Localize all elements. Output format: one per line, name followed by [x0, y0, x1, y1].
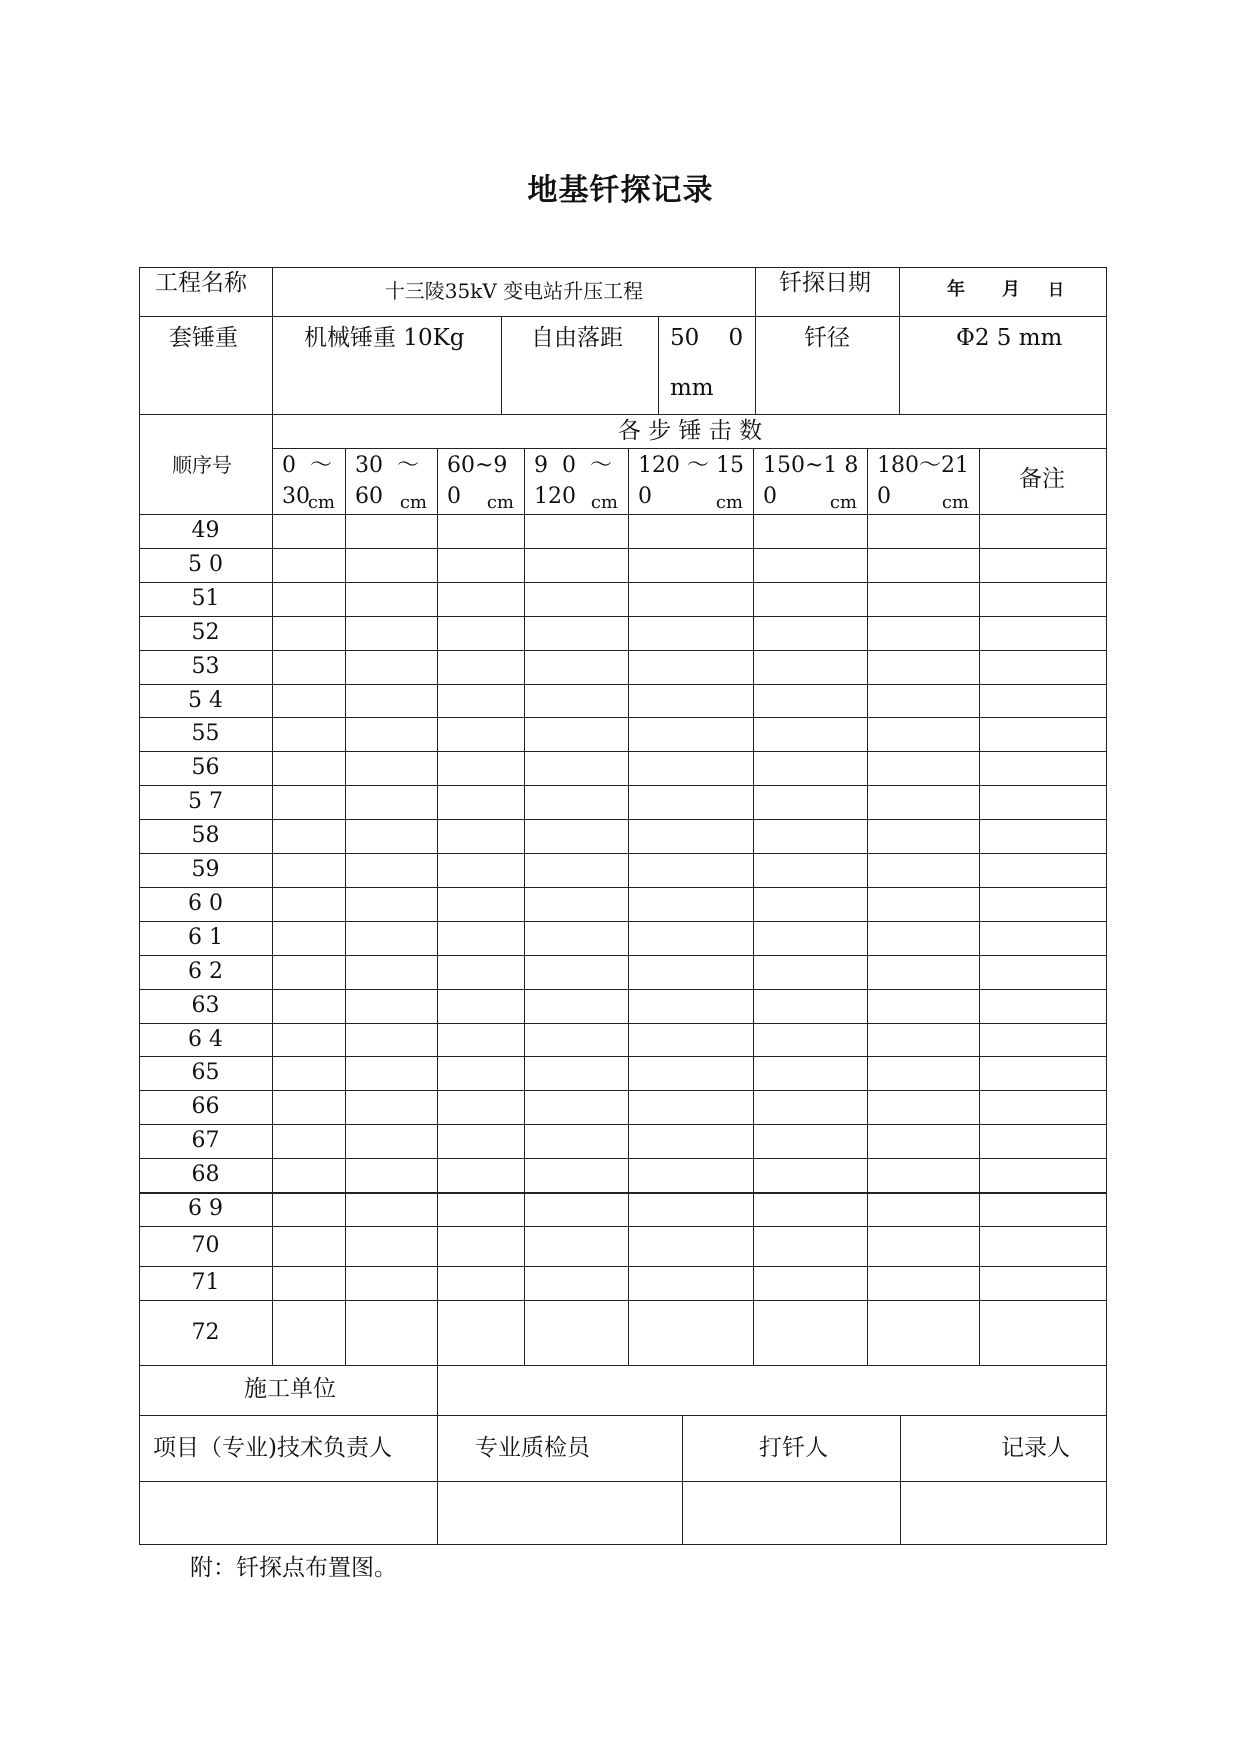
sequence-number: 6 0 — [188, 890, 223, 916]
sequence-number: 67 — [191, 1128, 220, 1154]
table-border-top — [139, 267, 1107, 268]
rule-footer-2 — [139, 1481, 1107, 1482]
project-name-label: 工程名称 — [155, 270, 247, 296]
rule-grid-bottom — [139, 1365, 1107, 1366]
rule-v-datevalue — [899, 267, 900, 414]
driller-label: 打钎人 — [759, 1435, 828, 1461]
sequence-number: 56 — [191, 755, 220, 781]
depth-column-header-cont: 0 — [763, 484, 777, 509]
rule-col — [524, 448, 525, 1365]
depth-unit: cm — [590, 492, 618, 513]
depth-unit: cm — [941, 492, 969, 513]
rule-row — [139, 1266, 1107, 1267]
free-drop-value: 50 0 — [670, 325, 744, 351]
date-year: 年 — [947, 279, 965, 300]
recorder-label: 记录人 — [1001, 1435, 1070, 1461]
rule-row — [139, 921, 1107, 922]
sequence-number: 55 — [191, 721, 220, 747]
rule-row — [139, 751, 1107, 752]
sequence-number: 6 4 — [188, 1026, 223, 1052]
depth-unit: cm — [399, 492, 427, 513]
rule-row — [139, 1192, 1107, 1194]
depth-column-header: 180～21 — [877, 453, 969, 478]
attachment-note: 附：钎探点布置图。 — [190, 1555, 397, 1581]
sequence-number: 6 9 — [188, 1196, 223, 1221]
sequence-number: 6 1 — [188, 924, 223, 950]
sequence-number: 63 — [191, 992, 220, 1018]
date-day: 日 — [1048, 280, 1065, 299]
rule-col — [753, 448, 754, 1365]
sequence-number: 52 — [191, 619, 220, 645]
rule-row — [139, 1090, 1107, 1091]
sequence-number: 53 — [191, 653, 220, 679]
rule-row — [139, 684, 1107, 685]
rule-row — [139, 582, 1107, 583]
hammer-weight-value: 机械锤重 10Kg — [304, 325, 465, 351]
depth-column-header: 60~9 — [447, 453, 508, 478]
rule-row — [139, 616, 1107, 617]
depth-column-header: 120 ～ 15 — [638, 453, 744, 478]
sequence-number: 71 — [191, 1269, 220, 1295]
depth-column-header: 0 ～ — [282, 453, 332, 478]
rule-row — [139, 1023, 1107, 1024]
rule-row — [139, 1056, 1107, 1057]
technical-lead-label: 项目（专业)技术负责人 — [153, 1435, 392, 1461]
rule-footer-v1 — [437, 1365, 438, 1545]
sequence-number: 5 4 — [188, 687, 223, 713]
rule-row — [139, 1158, 1107, 1159]
depth-column-header-cont: 120 — [534, 484, 576, 509]
rule-row — [139, 887, 1107, 888]
depth-unit: cm — [715, 492, 743, 513]
rule-row — [139, 1300, 1107, 1301]
sequence-number: 70 — [191, 1232, 220, 1258]
rule-v-drop — [501, 316, 502, 414]
depth-unit: cm — [829, 492, 857, 513]
depth-column-header: 150~1 8 — [763, 453, 859, 478]
free-drop-label: 自由落距 — [531, 325, 623, 351]
table-border-right — [1106, 267, 1107, 1545]
probe-date-label: 钎探日期 — [779, 270, 871, 296]
sequence-number: 6 2 — [188, 958, 223, 984]
rod-diameter-value: Φ2 5 mm — [956, 325, 1063, 351]
rule-row — [139, 989, 1107, 990]
sequence-number: 66 — [191, 1094, 220, 1120]
construction-unit-label: 施工单位 — [244, 1376, 336, 1402]
rule-v-date — [755, 267, 756, 414]
rule-col — [628, 448, 629, 1365]
rule-footer-1 — [139, 1415, 1107, 1416]
sequence-number: 5 0 — [188, 551, 223, 577]
rule-row — [139, 955, 1107, 956]
sequence-number: 58 — [191, 823, 220, 849]
quality-inspector-label: 专业质检员 — [475, 1435, 590, 1461]
sequence-number: 65 — [191, 1060, 220, 1086]
rule-footer-v3 — [900, 1415, 901, 1545]
depth-column-header-cont: 0 — [638, 484, 652, 509]
table-border-bottom — [139, 1544, 1107, 1545]
rule-row — [139, 650, 1107, 651]
rule-col — [867, 448, 868, 1365]
project-name-value: 十三陵35kV 变电站升压工程 — [384, 279, 644, 303]
rule-row — [139, 1124, 1107, 1125]
hammer-weight-label: 套锤重 — [169, 325, 238, 351]
depth-unit: cm — [307, 492, 335, 513]
rule-row — [139, 1226, 1107, 1227]
rule-col — [437, 448, 438, 1365]
sequence-number: 5 7 — [188, 789, 223, 815]
probing-record-form — [139, 267, 1107, 1545]
sequence-number-header: 顺序号 — [172, 453, 232, 477]
rule-row — [139, 819, 1107, 820]
sequence-number: 72 — [191, 1319, 220, 1345]
depth-column-header-cont: 0 — [447, 484, 461, 509]
rule-col — [345, 448, 346, 1365]
rule-h1 — [139, 316, 1107, 317]
depth-unit: cm — [486, 492, 514, 513]
date-month: 月 — [1002, 279, 1020, 300]
rule-row — [139, 785, 1107, 786]
remarks-header: 备注 — [1019, 466, 1065, 492]
sequence-number: 68 — [191, 1162, 220, 1188]
sequence-number: 51 — [191, 585, 220, 611]
hammer-blows-header: 各 步 锤 击 数 — [617, 418, 763, 444]
depth-column-header: 30 ～ — [355, 453, 419, 478]
free-drop-unit: mm — [670, 375, 714, 401]
rule-footer-v2 — [682, 1415, 683, 1545]
rule-col — [979, 448, 980, 1365]
depth-column-header-cont: 30 — [282, 484, 310, 509]
rule-row — [139, 853, 1107, 854]
depth-column-header-cont: 0 — [877, 484, 891, 509]
rule-row — [139, 717, 1107, 718]
depth-column-header-cont: 60 — [355, 484, 383, 509]
rule-v-dropvalue — [658, 316, 659, 414]
page-title: 地基钎探记录 — [527, 173, 714, 208]
sequence-number: 49 — [191, 518, 220, 543]
depth-column-header: 9 0 ～ — [534, 453, 612, 478]
sequence-number: 59 — [191, 857, 220, 882]
rule-row — [139, 548, 1107, 549]
rod-diameter-label: 钎径 — [804, 325, 850, 351]
